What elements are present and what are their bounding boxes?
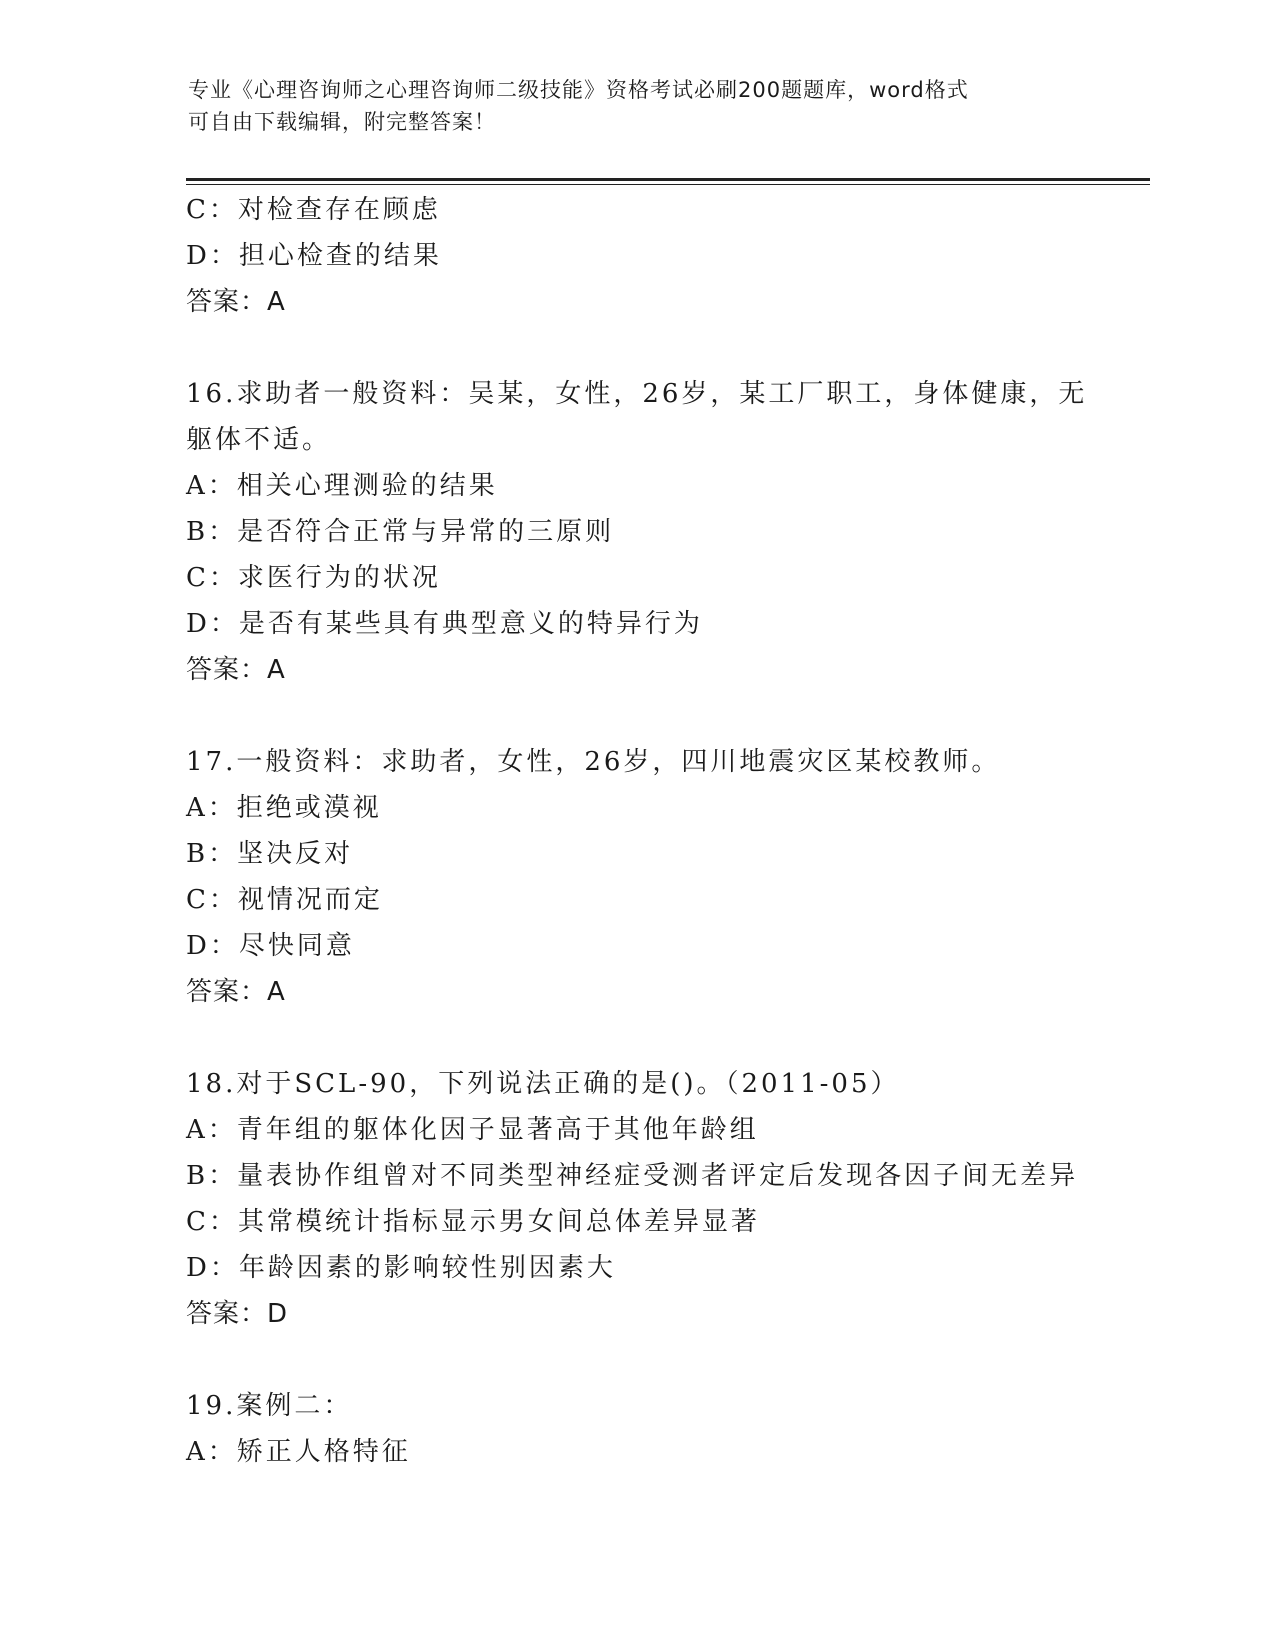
spacer <box>186 693 1186 739</box>
option-c: C：对检查存在顾虑 <box>186 195 441 225</box>
option-a: A：拒绝或漠视 <box>186 793 382 823</box>
option-c: C：视情况而定 <box>186 885 383 915</box>
option-d: D：担心检查的结果 <box>186 241 442 271</box>
question-17 <box>186 739 1186 1015</box>
question-stem-continued: 躯体不适。 <box>186 425 332 455</box>
header-line-1: 专业《心理咨询师之心理咨询师二级技能》资格考试必刷200题题库，word格式 <box>188 78 969 102</box>
question-15-tail <box>186 187 1186 325</box>
option-b: B：量表协作组曾对不同类型神经症受测者评定后发现各因子间无差异 <box>186 1161 1079 1191</box>
document-body <box>186 187 1186 1475</box>
header-line-2: 可自由下载编辑，附完整答案！ <box>188 110 496 134</box>
option-b: B：是否符合正常与异常的三原则 <box>186 517 615 547</box>
spacer <box>186 1015 1186 1061</box>
answer-line: 答案：A <box>186 977 286 1007</box>
question-19 <box>186 1383 1186 1475</box>
option-a: A：青年组的躯体化因子显著高于其他年龄组 <box>186 1115 759 1145</box>
header-divider-thin <box>186 184 1150 185</box>
document-header <box>188 74 1068 138</box>
answer-line: 答案：A <box>186 655 286 685</box>
option-d: D：尽快同意 <box>186 931 355 961</box>
header-divider-thick <box>186 178 1150 181</box>
option-d: D：是否有某些具有典型意义的特异行为 <box>186 609 703 639</box>
question-16 <box>186 371 1186 693</box>
option-d: D：年龄因素的影响较性别因素大 <box>186 1253 616 1283</box>
answer-line: 答案：A <box>186 287 286 317</box>
option-c: C：其常模统计指标显示男女间总体差异显著 <box>186 1207 760 1237</box>
question-stem: 18.对于SCL-90，下列说法正确的是()。（2011-05） <box>186 1069 900 1099</box>
option-a: A：相关心理测验的结果 <box>186 471 498 501</box>
question-stem: 17.一般资料：求助者，女性，26岁，四川地震灾区某校教师。 <box>186 747 1001 777</box>
question-stem: 16.求助者一般资料：吴某，女性，26岁，某工厂职工，身体健康，无 <box>186 379 1088 409</box>
option-b: B：坚决反对 <box>186 839 354 869</box>
answer-line: 答案：D <box>186 1299 289 1329</box>
option-a: A：矫正人格特征 <box>186 1437 411 1467</box>
spacer <box>186 1337 1186 1383</box>
question-stem: 19.案例二： <box>186 1391 353 1421</box>
question-18 <box>186 1061 1186 1337</box>
option-c: C：求医行为的状况 <box>186 563 441 593</box>
spacer <box>186 325 1186 371</box>
